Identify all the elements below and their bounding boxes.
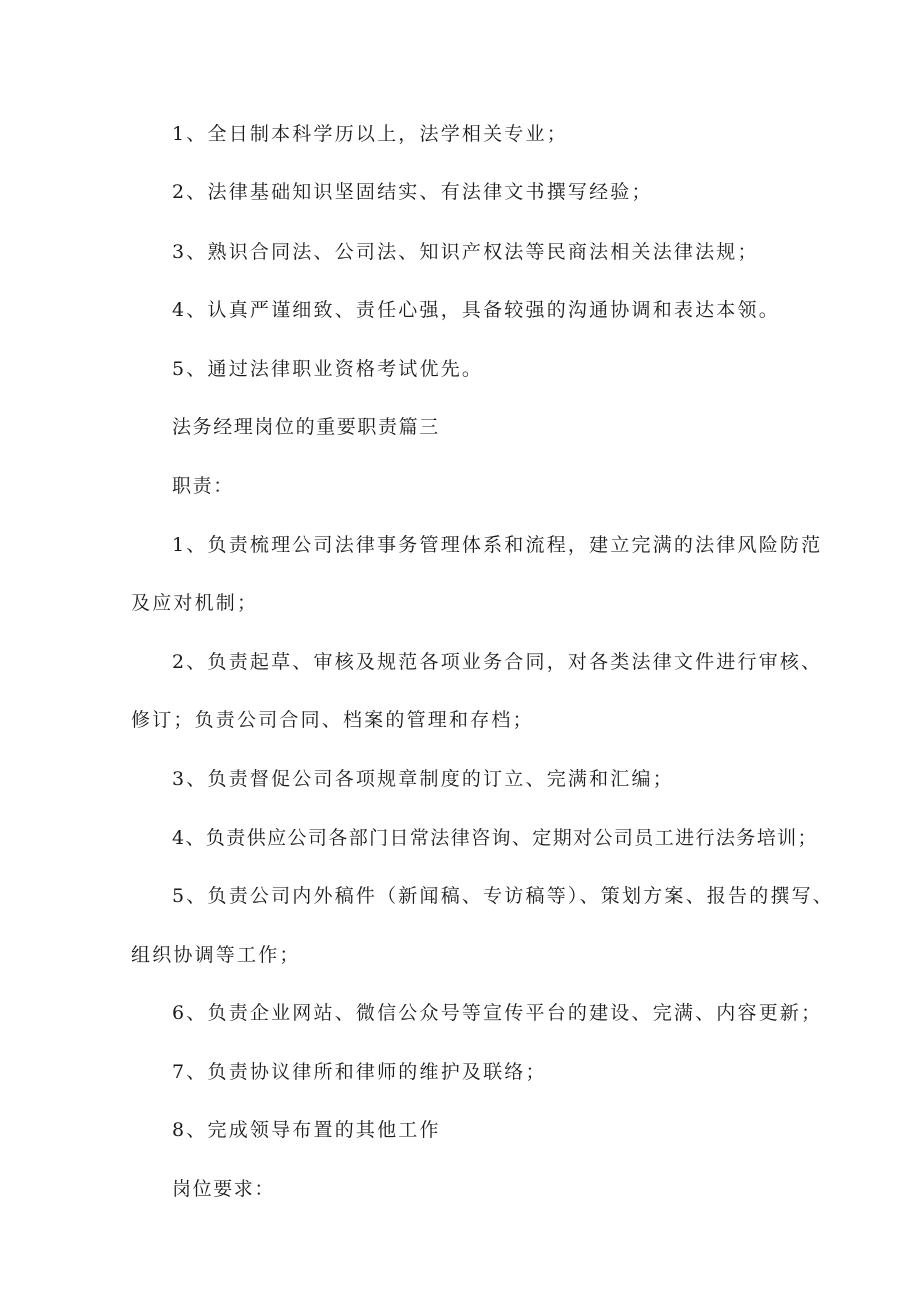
duty-item-8: 8、完成领导布置的其他工作 bbox=[172, 1119, 441, 1141]
duty-item-5-line2: 组织协调等工作； bbox=[131, 944, 301, 966]
duty-item-1-line1: 1、负责梳理公司法律事务管理体系和流程，建立完满的法律风险防范 bbox=[172, 534, 823, 556]
duty-item-5-line1: 5、负责公司内外稿件（新闻稿、专访稿等）、策划方案、报告的撰写、 bbox=[172, 885, 834, 907]
section-title: 法务经理岗位的重要职责篇三 bbox=[172, 416, 440, 438]
requirement-item-3: 3、熟识合同法、公司法、知识产权法等民商法相关法律法规； bbox=[172, 241, 759, 263]
duty-item-6: 6、负责企业网站、微信公众号等宣传平台的建设、完满、内容更新； bbox=[172, 1002, 823, 1024]
duty-item-3: 3、负责督促公司各项规章制度的订立、完满和汇编； bbox=[172, 768, 674, 790]
duty-item-7: 7、负责协议律所和律师的维护及联络； bbox=[172, 1061, 547, 1083]
requirement-item-4: 4、认真严谨细致、责任心强，具备较强的沟通协调和表达本领。 bbox=[172, 299, 780, 321]
duty-item-4: 4、负责供应公司各部门日常法律咨询、定期对公司员工进行法务培训； bbox=[172, 827, 818, 849]
requirement-item-5: 5、通过法律职业资格考试优先。 bbox=[172, 358, 484, 380]
requirement-item-1: 1、全日制本科学历以上，法学相关专业； bbox=[172, 123, 568, 145]
duty-item-2-line2: 修订；负责公司合同、档案的管理和存档； bbox=[131, 709, 534, 731]
requirements-label: 岗位要求： bbox=[172, 1178, 276, 1200]
requirement-item-2: 2、法律基础知识坚固结实、有法律文书撰写经验； bbox=[172, 181, 653, 203]
duty-item-1-line2: 及应对机制； bbox=[131, 592, 259, 614]
duty-item-2-line1: 2、负责起草、审核及规范各项业务合同，对各类法律文件进行审核、 bbox=[172, 651, 823, 673]
duties-label: 职责： bbox=[172, 475, 234, 497]
